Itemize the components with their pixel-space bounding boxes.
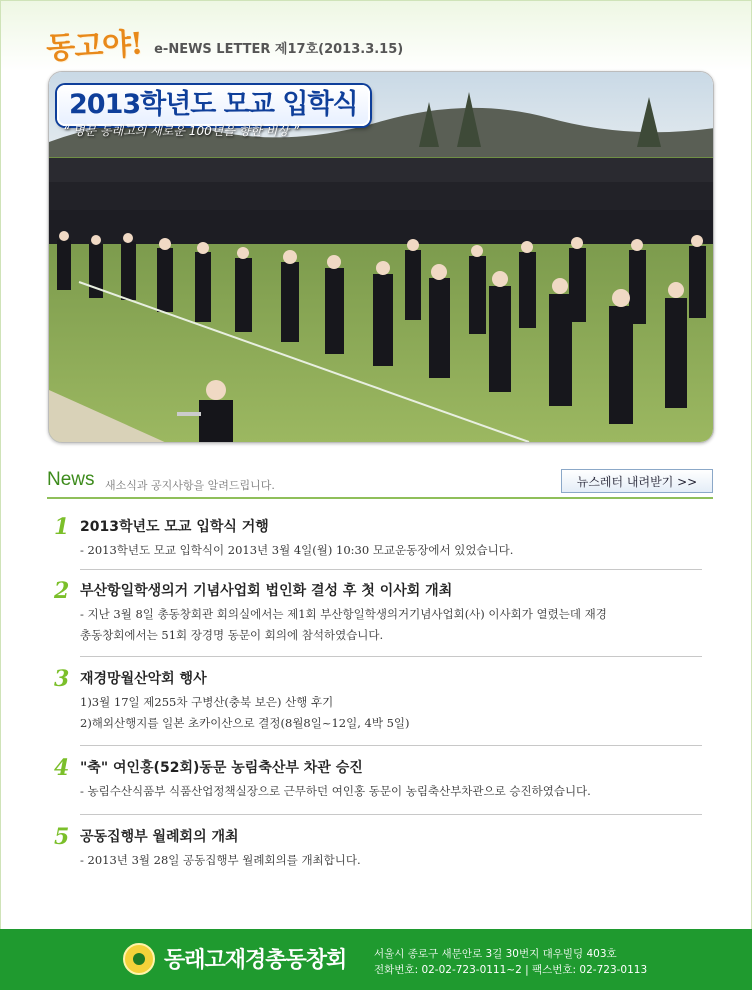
hero-banner bbox=[48, 71, 714, 443]
footer-address: 서울시 종로구 새문안로 3길 30번지 대우빌딩 403호 bbox=[374, 948, 617, 960]
item-title[interactable]: "축" 여인홍(52회)동문 농림축산부 차관 승진 bbox=[80, 760, 363, 776]
hero-title-wrap bbox=[57, 82, 370, 121]
footer-phone-fax: 전화번호: 02-02-723-0111~2 | 팩스번호: 02-723-0113 bbox=[374, 964, 648, 976]
item-body bbox=[80, 850, 710, 871]
divider bbox=[80, 569, 702, 570]
download-newsletter-button[interactable]: 뉴스레터 내려받기 >> bbox=[561, 469, 713, 493]
alumni-emblem-icon bbox=[123, 943, 155, 975]
issue-label: e-NEWS LETTER 제17호(2013.3.15) bbox=[154, 41, 404, 57]
item-number: 4 bbox=[54, 755, 70, 781]
item-body-line: - 2013년 3월 28일 공동집행부 월례회의를 개최합니다. bbox=[80, 853, 361, 867]
item-body bbox=[80, 692, 710, 734]
item-body-line: - 농림수산식품부 식품산업정책실장으로 근무하던 여인홍 동문이 농림축산부차관으로 승진하였습니다. bbox=[80, 784, 591, 798]
item-body-line: 1)3월 17일 제255차 구병산(충북 보은) 산행 후기 bbox=[80, 695, 334, 709]
crowd-back bbox=[49, 158, 714, 244]
newsletter-logo: 동고야! bbox=[45, 26, 144, 67]
item-number: 1 bbox=[54, 514, 70, 540]
footer-contact bbox=[374, 946, 647, 978]
hero-title: 2013학년도 모교 입학식 bbox=[57, 85, 370, 126]
hero-subtitle: “ 명문 동래고의 새로운 100년을 향한 비상 ” bbox=[63, 124, 299, 138]
item-title[interactable]: 재경망월산악회 행사 bbox=[80, 671, 207, 687]
item-body-line: 총동창회에서는 51회 장경명 동문이 회의에 참석하였습니다. bbox=[80, 628, 384, 642]
item-title[interactable]: 부산항일학생의거 기념사업회 법인화 결성 후 첫 이사회 개최 bbox=[80, 583, 453, 599]
item-body bbox=[80, 540, 710, 561]
divider bbox=[80, 656, 702, 657]
item-title[interactable]: 2013학년도 모교 입학식 거행 bbox=[80, 519, 269, 535]
news-header bbox=[47, 469, 713, 499]
footer-organization-name: 동래고재경총동창회 bbox=[164, 948, 347, 973]
divider bbox=[80, 814, 702, 815]
news-section-title: News bbox=[47, 469, 95, 490]
divider bbox=[80, 745, 702, 746]
item-body bbox=[80, 781, 710, 802]
footer bbox=[0, 929, 752, 990]
item-body-line: - 지난 3월 8일 총동창회관 회의실에서는 제1회 부산항일학생의거기념사업회(사) 이사회가 열렸는데 재경 bbox=[80, 607, 607, 621]
news-section-description: 새소식과 공지사항을 알려드립니다. bbox=[105, 479, 275, 492]
item-title[interactable]: 공동집행부 월례회의 개최 bbox=[80, 829, 239, 845]
item-body bbox=[80, 604, 710, 646]
header bbox=[46, 18, 403, 68]
item-body-line: - 2013학년도 모교 입학식이 2013년 3월 4일(월) 10:30 모교운동장에서 있었습니다. bbox=[80, 543, 514, 557]
item-number: 5 bbox=[54, 824, 70, 850]
item-number: 2 bbox=[54, 578, 70, 604]
item-number: 3 bbox=[54, 666, 70, 692]
item-body-line: 2)해외산행지를 일본 초카이산으로 결정(8월8일~12일, 4박 5일) bbox=[80, 716, 410, 730]
